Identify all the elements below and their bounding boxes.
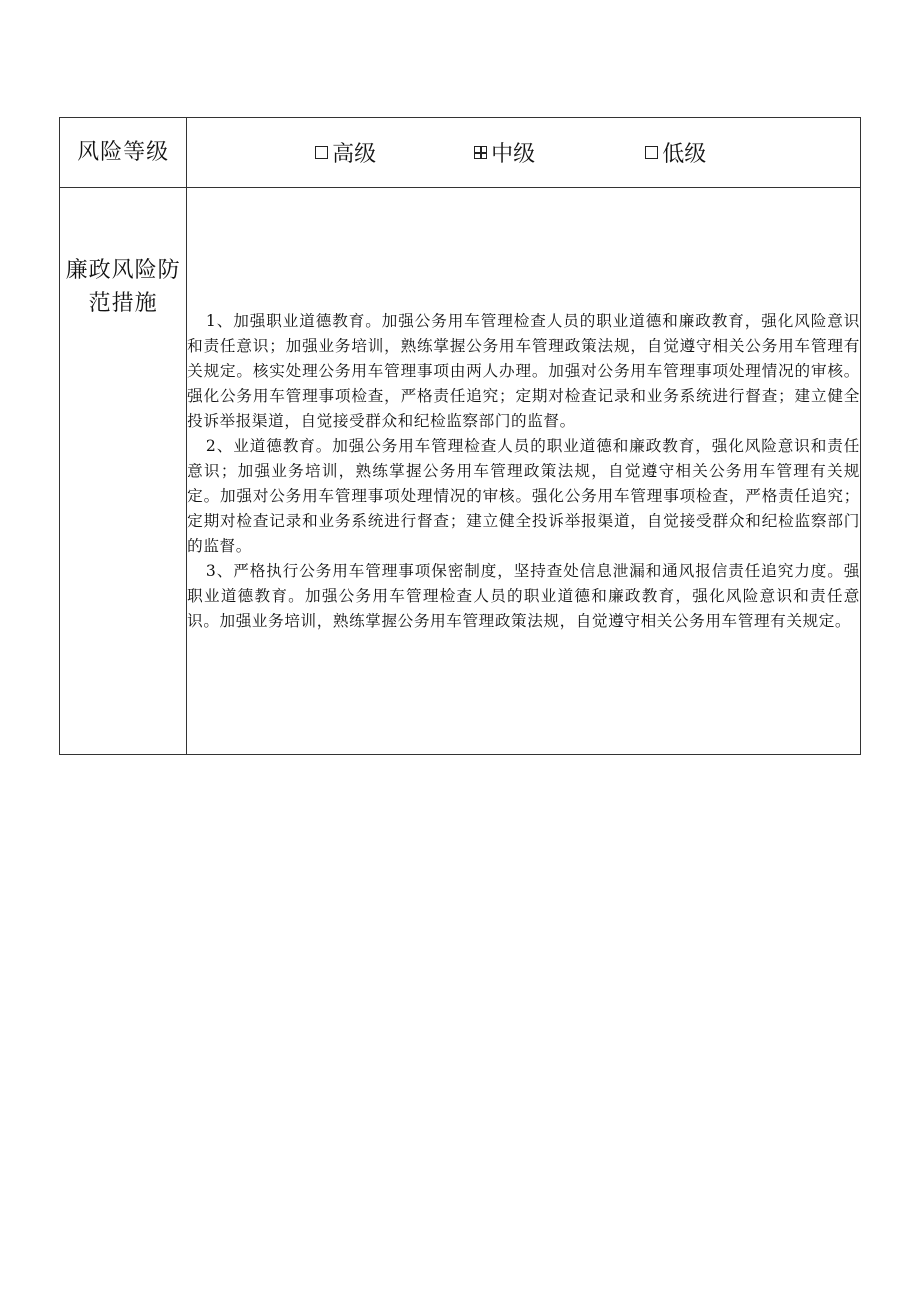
risk-level-option-medium[interactable] [474, 137, 535, 168]
measure-item: 1、加强职业道德教育。加强公务用车管理检查人员的职业道德和廉政教育，强化风险意识和责任意识；加强业务培训，熟练掌握公务用车管理政策法规，自觉遵守相关公务用车管理有关规定。核实处理公务用车管理事项由两人办理。加强对公务用车管理事项处理情况的审核。强化公务用车管理事项检查，严格责任追究；定期对检查记录和业务系统进行督查；建立健全投诉举报渠道，自觉接受群众和纪检监察部门的监督。 [187, 311, 860, 430]
measures-content [187, 188, 861, 755]
measure-item: 2、业道德教育。加强公务用车管理检查人员的职业道德和廉政教育，强化风险意识和责任意识；加强业务培训，熟练掌握公务用车管理政策法规，自觉遵守相关公务用车管理有关规定。加强对公务用车管理事项处理情况的审核。强化公务用车管理事项检查，严格责任追究；定期对检查记录和业务系统进行督查；建立健全投诉举报渠道，自觉接受群众和纪检监察部门的监督。 [187, 436, 860, 555]
measure-item: 3、严格执行公务用车管理事项保密制度，坚持查处信息泄漏和通风报信责任追究力度。强职业道德教育。加强公务用车管理检查人员的职业道德和廉政教育，强化风险意识和责任意识。加强业务培训，熟练掌握公务用车管理政策法规，自觉遵守相关公务用车管理有关规定。 [187, 561, 860, 630]
risk-level-option-label: 高级 [332, 142, 377, 167]
risk-level-label: 风险等级 [60, 118, 187, 188]
unchecked-box-icon[interactable] [315, 146, 328, 159]
risk-level-option-label: 低级 [662, 142, 707, 167]
measures-row [60, 188, 861, 755]
risk-level-option-low[interactable] [645, 137, 706, 168]
unchecked-box-icon[interactable] [645, 146, 658, 159]
checked-box-icon[interactable] [474, 146, 487, 159]
risk-level-options [187, 118, 861, 188]
risk-level-option-label: 中级 [491, 142, 536, 167]
risk-level-row [60, 118, 861, 188]
risk-table [59, 117, 861, 755]
risk-level-option-high[interactable] [315, 137, 376, 168]
measures-label: 廉政风险防范措施 [60, 188, 187, 755]
